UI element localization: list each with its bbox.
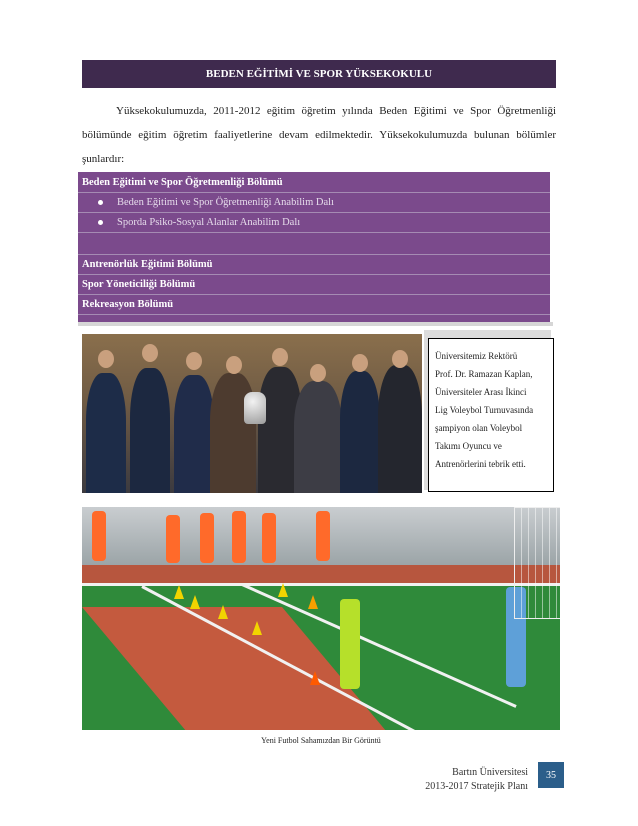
person-figure [86,373,126,493]
bullet-icon [98,200,103,205]
player-figure [232,511,246,563]
photo-caption: Yeni Futbol Sahamızdan Bir Görüntü [261,736,381,745]
department-label: Rekreasyon Bölümü [82,298,174,310]
person-head [226,356,242,374]
department-item [78,254,550,275]
player-figure [316,511,330,561]
department-sub-item [78,192,550,213]
intro-paragraph: Yüksekokulumuzda, 2011-2012 eğitim öğretim yılında Beden Eğitimi ve Spor Öğretmenliği bölümünde eğitim öğretim faaliyetlerine devam edilmektedir. Yüksekokulumuzda bulunan bölümler şunlardır: [82,105,556,165]
department-spacer-row [78,232,550,255]
footer-university: Bartın Üniversitesi [452,767,528,778]
football-field-photo [82,507,560,730]
department-item [78,294,550,315]
caption-line: Prof. Dr. Ramazan Kaplan, [435,369,533,379]
caption-line: Antrenörlerini tebrik etti. [435,459,526,469]
person-head [352,354,368,372]
photo-caption-box [428,338,554,492]
department-item [78,274,550,295]
caption-line: Takımı Oyuncu ve [435,441,502,451]
person-head [272,348,288,366]
cone-icon [308,595,318,609]
person-head [310,364,326,382]
person-head [98,350,114,368]
department-main [78,172,550,193]
player-figure [340,599,360,689]
person-figure [210,373,256,493]
department-sub-label: Beden Eğitimi ve Spor Öğretmenliği Anabilim Dalı [117,196,334,208]
cone-icon [252,621,262,635]
caption-line: Üniversiteler Arası İkinci [435,387,527,397]
caption-line: şampiyon olan Voleybol [435,423,523,433]
caption-line: Lig Voleybol Turnuvasında [435,405,534,415]
person-head [392,350,408,368]
section-title: BEDEN EĞİTİMİ VE SPOR YÜKSEKOKULU [205,68,433,80]
person-head [186,352,202,370]
player-figure [166,515,180,563]
person-head [142,344,158,362]
person-figure [174,375,214,493]
person-figure [130,368,170,493]
page-number: 35 [538,762,564,788]
department-main-label: Beden Eğitimi ve Spor Öğretmenliği Bölümü [82,176,283,188]
person-figure [294,381,342,493]
cone-icon [218,605,228,619]
footer [425,766,528,794]
footer-plan: 2013-2017 Stratejik Planı [425,781,528,792]
cone-icon [278,583,288,597]
cone-icon [174,585,184,599]
cone-icon [190,595,200,609]
trophy-icon [244,392,266,424]
section-header [82,60,556,88]
table-shadow [78,322,553,326]
caption-line: Üniversitemiz Rektörü [435,351,518,361]
running-track [82,565,560,585]
departments-table [78,172,550,325]
goal-net [514,507,560,619]
player-figure [262,513,276,563]
player-figure [92,511,106,561]
department-label: Antrenörlük Eğitimi Bölümü [82,258,213,270]
department-label: Spor Yöneticiliği Bölümü [82,278,196,290]
department-sub-label: Sporda Psiko-Sosyal Alanlar Anabilim Dalı [117,216,301,228]
person-figure [378,365,422,493]
department-sub-item [78,212,550,233]
player-figure [200,513,214,563]
person-figure [340,371,380,493]
bullet-icon [98,220,103,225]
cone-icon [310,671,320,685]
field-line [82,583,560,586]
